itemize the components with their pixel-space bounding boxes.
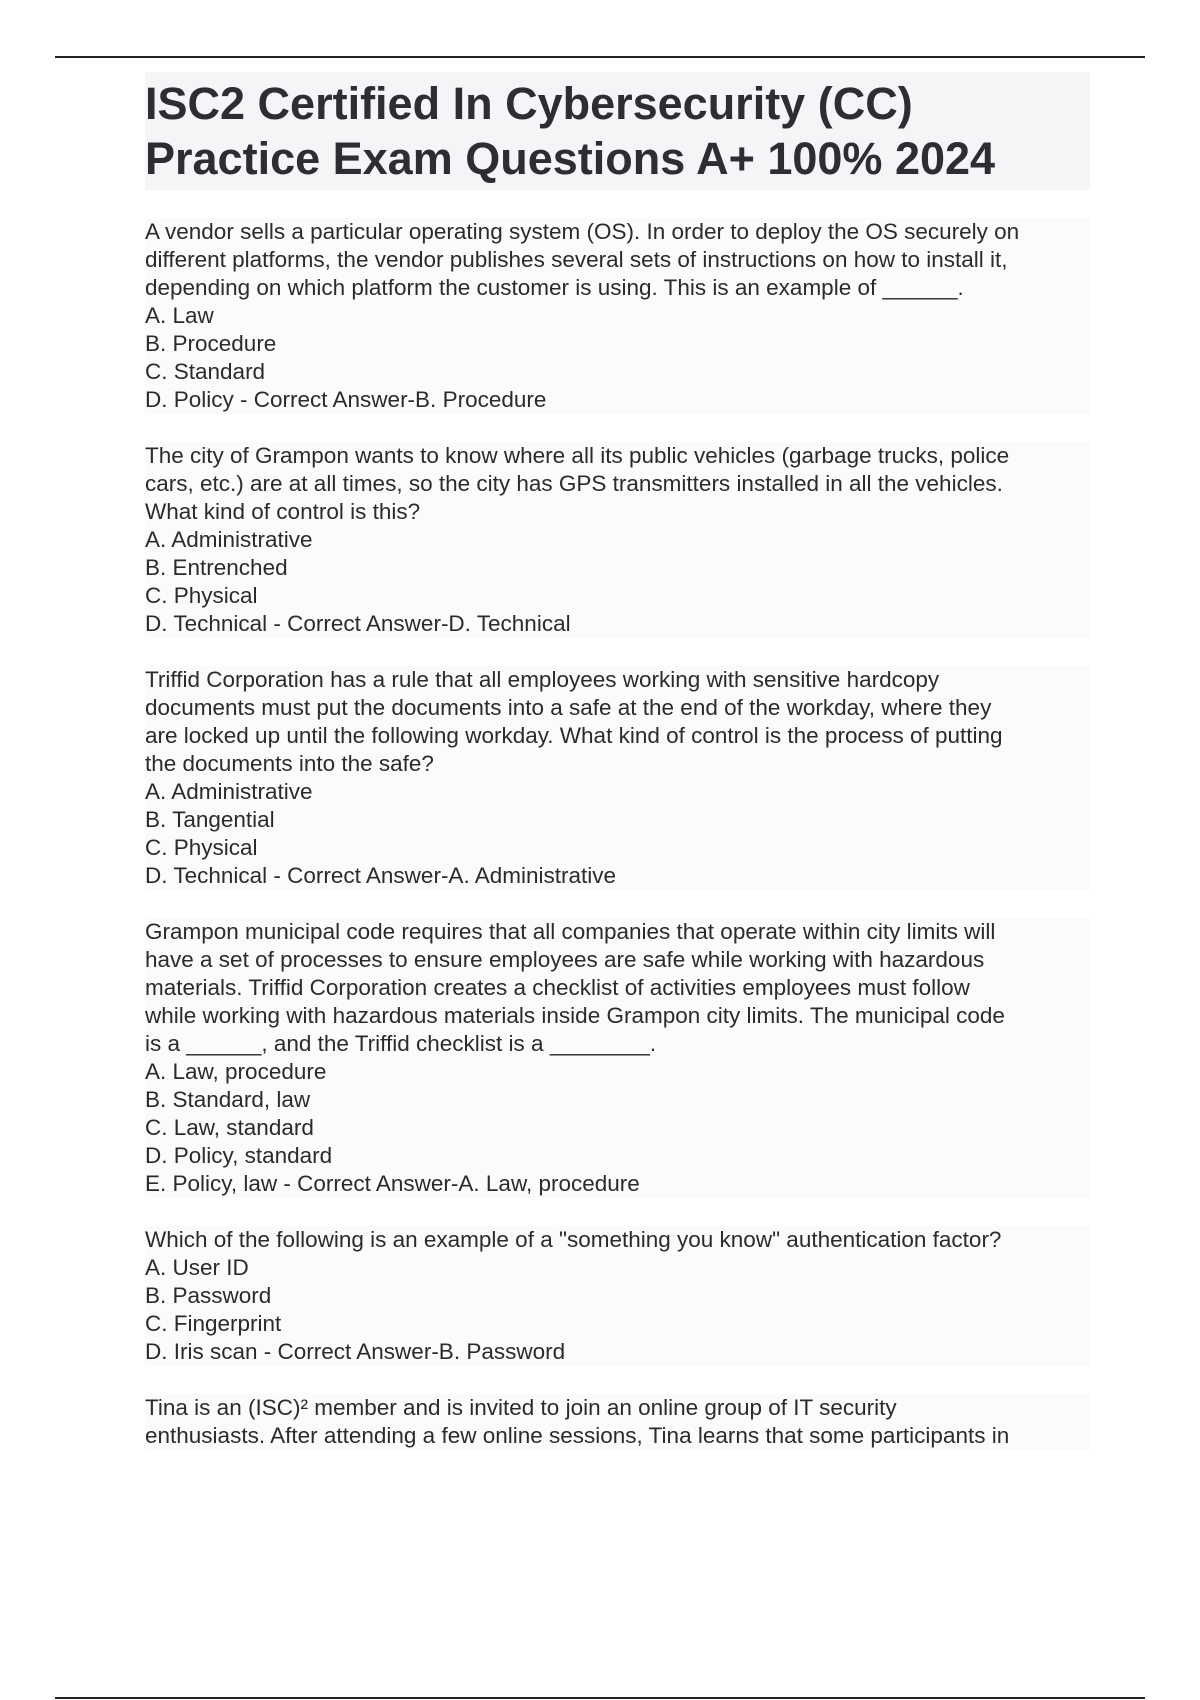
question-text-line: Triffid Corporation has a rule that all employees working with sensitive hardcopy xyxy=(145,667,940,692)
question-text-line: Which of the following is an example of a "something you know" authentication factor? xyxy=(145,1227,1002,1252)
answer-option: C. Physical xyxy=(145,583,258,608)
bottom-rule xyxy=(55,1697,1145,1699)
answer-option: C. Standard xyxy=(145,359,266,384)
top-rule xyxy=(55,56,1145,58)
question-text-line: is a ______, and the Triffid checklist is a ________. xyxy=(145,1031,657,1056)
question-block xyxy=(145,1394,1090,1450)
answer-option: C. Fingerprint xyxy=(145,1311,282,1336)
document-body xyxy=(145,72,1090,1478)
answer-option: A. User ID xyxy=(145,1255,249,1280)
answer-option: B. Standard, law xyxy=(145,1087,311,1112)
question-block xyxy=(145,218,1090,414)
question-text-line: enthusiasts. After attending a few online sessions, Tina learns that some participants in xyxy=(145,1423,1010,1448)
question-text-line: have a set of processes to ensure employees are safe while working with hazardous xyxy=(145,947,985,972)
answer-option-with-correct-answer: E. Policy, law - Correct Answer-A. Law, procedure xyxy=(145,1171,640,1196)
question-text-line: What kind of control is this? xyxy=(145,499,421,524)
answer-option: A. Administrative xyxy=(145,779,313,804)
answer-option-with-correct-answer: D. Iris scan - Correct Answer-B. Password xyxy=(145,1339,566,1364)
question-block xyxy=(145,1226,1090,1366)
answer-option: C. Physical xyxy=(145,835,258,860)
answer-option: D. Policy, standard xyxy=(145,1143,333,1168)
question-text-line: documents must put the documents into a safe at the end of the workday, where they xyxy=(145,695,992,720)
answer-option-with-correct-answer: D. Policy - Correct Answer-B. Procedure xyxy=(145,387,547,412)
question-text-line: cars, etc.) are at all times, so the city has GPS transmitters installed in all the vehicles. xyxy=(145,471,1003,496)
answer-option: A. Law xyxy=(145,303,214,328)
answer-option-with-correct-answer: D. Technical - Correct Answer-D. Technical xyxy=(145,611,571,636)
question-text-line: while working with hazardous materials inside Grampon city limits. The municipal code xyxy=(145,1003,1005,1028)
question-block xyxy=(145,666,1090,890)
question-block xyxy=(145,918,1090,1198)
question-text-line: The city of Grampon wants to know where all its public vehicles (garbage trucks, police xyxy=(145,443,1010,468)
question-text-line: A vendor sells a particular operating system (OS). In order to deploy the OS securely on xyxy=(145,219,1020,244)
answer-option: C. Law, standard xyxy=(145,1115,314,1140)
answer-option: B. Password xyxy=(145,1283,272,1308)
answer-option: B. Procedure xyxy=(145,331,277,356)
answer-option-with-correct-answer: D. Technical - Correct Answer-A. Administrative xyxy=(145,863,616,888)
question-text-line: materials. Triffid Corporation creates a checklist of activities employees must follow xyxy=(145,975,970,1000)
title-line: ISC2 Certified In Cybersecurity (CC) xyxy=(145,78,913,129)
question-text-line: are locked up until the following workday. What kind of control is the process of putting xyxy=(145,723,1003,748)
document-title xyxy=(145,72,1090,190)
title-line: Practice Exam Questions A+ 100% 2024 xyxy=(145,133,996,184)
answer-option: A. Administrative xyxy=(145,527,313,552)
question-block xyxy=(145,442,1090,638)
question-text-line: different platforms, the vendor publishes several sets of instructions on how to install it, xyxy=(145,247,1008,272)
question-text-line: the documents into the safe? xyxy=(145,751,434,776)
question-text-line: Grampon municipal code requires that all companies that operate within city limits will xyxy=(145,919,996,944)
question-text-line: depending on which platform the customer is using. This is an example of ______. xyxy=(145,275,964,300)
answer-option: A. Law, procedure xyxy=(145,1059,327,1084)
answer-option: B. Tangential xyxy=(145,807,275,832)
question-text-line: Tina is an (ISC)² member and is invited to join an online group of IT security xyxy=(145,1395,897,1420)
answer-option: B. Entrenched xyxy=(145,555,288,580)
